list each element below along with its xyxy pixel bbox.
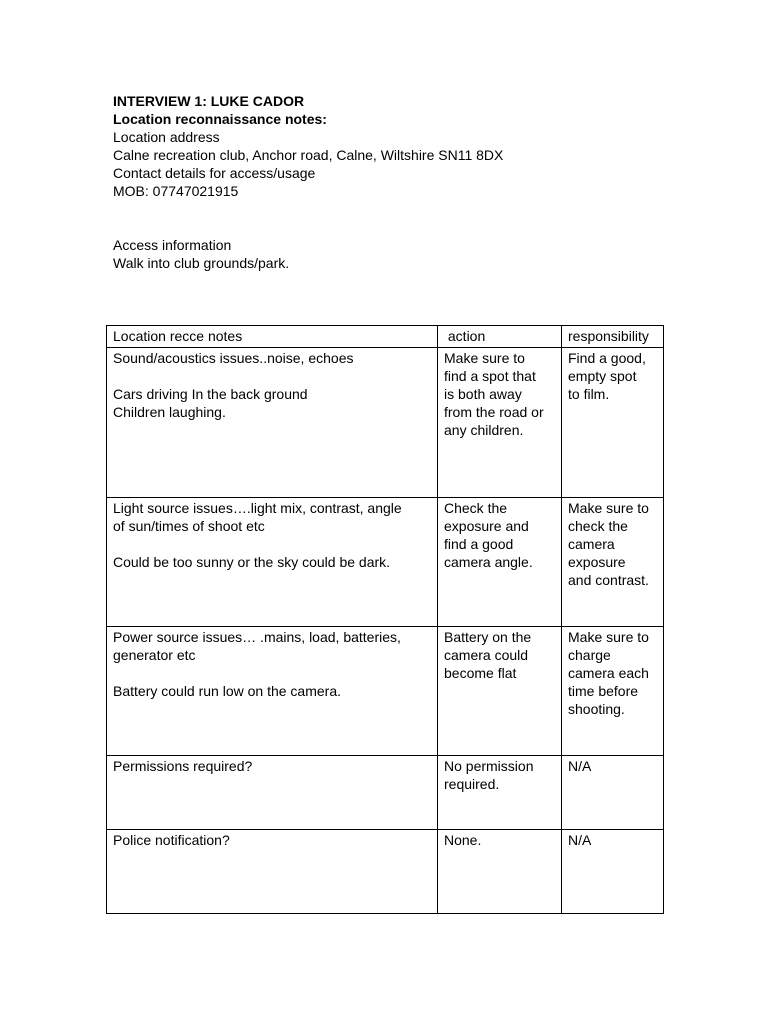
- action-cell: No permission required.: [438, 756, 562, 830]
- table-row: [107, 756, 664, 830]
- table-row: [107, 830, 664, 914]
- header-responsibility: responsibility: [562, 326, 664, 348]
- document-header: [113, 92, 713, 200]
- document-title: INTERVIEW 1: LUKE CADOR: [113, 93, 305, 109]
- access-text: Walk into club grounds/park.: [113, 255, 290, 271]
- header-notes: Location recce notes: [107, 326, 438, 348]
- address-text: Calne recreation club, Anchor road, Calne, Wiltshire SN11 8DX: [113, 147, 504, 163]
- document-subtitle: Location reconnaissance notes:: [113, 111, 327, 127]
- notes-cell: Sound/acoustics issues..noise, echoes Cars driving In the back ground Children laughing.: [107, 348, 438, 498]
- action-cell: Make sure to find a spot that is both away from the road or any children.: [438, 348, 562, 498]
- table-row: [107, 627, 664, 756]
- responsibility-cell: N/A: [562, 756, 664, 830]
- table-row: [107, 498, 664, 627]
- notes-cell: Power source issues… .mains, load, batteries, generator etc Battery could run low on the camera.: [107, 627, 438, 756]
- notes-cell: Police notification?: [107, 830, 438, 914]
- access-section: [113, 236, 289, 272]
- action-cell: Battery on the camera could become flat: [438, 627, 562, 756]
- action-cell: None.: [438, 830, 562, 914]
- responsibility-cell: Find a good, empty spot to film.: [562, 348, 664, 498]
- mobile-number: MOB: 07747021915: [113, 183, 239, 199]
- access-label: Access information: [113, 237, 232, 253]
- action-cell: Check the exposure and find a good camera angle.: [438, 498, 562, 627]
- contact-label: Contact details for access/usage: [113, 165, 316, 181]
- responsibility-cell: Make sure to charge camera each time before shooting.: [562, 627, 664, 756]
- notes-cell: Light source issues….light mix, contrast, angle of sun/times of shoot etc Could be too sunny or the sky could be dark.: [107, 498, 438, 627]
- table-row: [107, 348, 664, 498]
- notes-cell: Permissions required?: [107, 756, 438, 830]
- recce-table: [106, 325, 664, 914]
- address-label: Location address: [113, 129, 220, 145]
- responsibility-cell: N/A: [562, 830, 664, 914]
- header-action: action: [438, 326, 562, 348]
- responsibility-cell: Make sure to check the camera exposure and contrast.: [562, 498, 664, 627]
- table-header-row: [107, 326, 664, 348]
